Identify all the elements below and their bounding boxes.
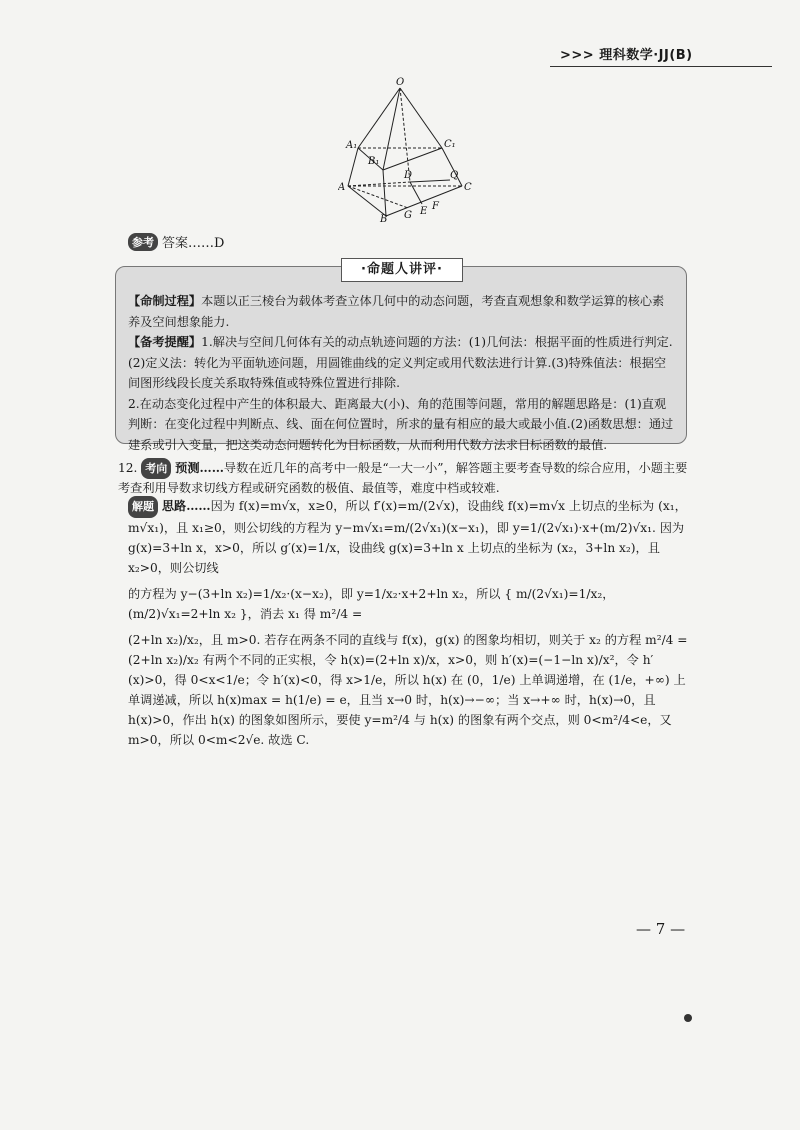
- question-label: 预测……: [175, 461, 224, 475]
- answer-tag: 参考: [128, 233, 158, 251]
- commentary-p1: [128, 291, 674, 332]
- page-header: [560, 44, 760, 63]
- commentary-p3: 2.在动态变化过程中产生的体积最大、距离最大(小)、角的范围等问题，常用的解题思路是：(1)直观判断：在变化过程中判断点、线、面在何位置时，所求的量有相应的最大或最小值.(2)函数思想：通过建系或引入变量，把这类动态问题转化为目标函数，从而利用代数方法求目标函数的最值.: [128, 396, 674, 452]
- p2-head: 【备考提醒】: [128, 335, 202, 349]
- solution-block: [128, 496, 688, 756]
- commentary-box: [115, 262, 687, 452]
- solution-tag: 解题: [128, 496, 158, 518]
- solution-line-1: [128, 496, 688, 578]
- solution-line-3: (2+ln x₂)/x₂，且 m>0. 若存在两条不同的直线与 f(x)，g(x) 的图象均相切，则关于 x₂ 的方程 m²/4 = (2+ln x₂)/x₂ 有两个不同的正实根，令 h(x)=(2+ln x)/x，x>0，则 h′(x)=(−1−ln x)/x²，令 h′(x)>0，得 0<x<1/e；令 h′(x)<0，得 x>1/e，所以 h(x) 在 (0，1/e) 上单调递增，在 (1/e，+∞) 上单调递减，所以 h(x)max = h(1/e) = e，且当 x→0 时，h(x)→−∞；当 x→+∞ 时，h(x)→0，且 h(x)>0，作出 h(x) 的图象如图所示，要使 y=m²/4 与 h(x) 的图象有两个交点，则 0<m²/4<e，又 m>0，所以 0<m<2√e. 故选 C.: [128, 633, 688, 747]
- commentary-title: ·命题人讲评·: [341, 258, 463, 282]
- scan-mark: [684, 1014, 692, 1022]
- answer-text: 答案……D: [162, 236, 225, 251]
- question-paragraph: [118, 458, 690, 498]
- label-G: G: [404, 210, 412, 221]
- label-D: D: [404, 170, 413, 181]
- label-B1: B₁: [368, 156, 380, 167]
- label-E: E: [420, 206, 428, 217]
- solution-line-2: 的方程为 y−(3+ln x₂)=1/x₂·(x−x₂)，即 y=1/x₂·x+2+ln x₂，所以 { m/(2√x₁)=1/x₂，(m/2)√x₁=2+ln x₂ }，消去 x₁ 得 m²/4 =: [128, 587, 615, 621]
- label-C1: C₁: [444, 139, 456, 150]
- label-C: C: [464, 182, 472, 193]
- question-text: 导数在近几年的高考中一般是“一大一小”，解答题主要考查导数的综合应用，小题主要考查利用导数求切线方程或研究函数的极值、最值等，难度中档或较难.: [118, 461, 688, 495]
- header-text: >>> 理科数学·JJ(B): [560, 48, 693, 63]
- label-A: A: [338, 182, 346, 193]
- solution-text-1: 因为 f(x)=m√x，x≥0，所以 f′(x)=m/(2√x)，设曲线 f(x)=m√x 上切点的坐标为 (x₁，m√x₁)，且 x₁≥0，则公切线的方程为 y−m√x₁=m/(2√x₁)(x−x₁)，即 y=1/(2√x₁)·x+(m/2)√x₁. 因为 g(x)=3+ln x，x>0，所以 g′(x)=1/x，设曲线 g(x)=3+ln x 上切点的坐标为 (x₂，3+ln x₂)，且 x₂>0，则公切线: [128, 499, 687, 575]
- p1-head: 【命制过程】: [128, 294, 202, 308]
- p1-text: 本题以正三棱台为载体考查立体几何中的动态问题，考查直观想象和数学运算的核心素养及空间想象能力.: [128, 294, 665, 329]
- solution-label: 思路……: [161, 499, 211, 513]
- commentary-body: [128, 291, 674, 455]
- frustum-figure: [338, 76, 474, 222]
- question-block: [118, 458, 690, 498]
- header-rule: [550, 66, 772, 67]
- label-A1: A₁: [346, 140, 358, 151]
- label-O: O: [396, 77, 405, 88]
- label-F: F: [432, 201, 439, 212]
- question-number: 12.: [118, 461, 138, 475]
- label-B: B: [380, 214, 388, 222]
- answer-line: [128, 232, 224, 251]
- commentary-p2: [128, 332, 674, 394]
- label-Q: Q: [450, 170, 459, 181]
- p2-text: 1.解决与空间几何体有关的动点轨迹问题的方法：(1)几何法：根据平面的性质进行判定.(2)定义法：转化为平面轨迹问题，用圆锥曲线的定义判定或用代数法进行计算.(3)特殊值法：根据空间图形线段长度关系取特殊值或特殊位置进行排除.: [128, 335, 673, 390]
- question-tag: 考向: [141, 458, 171, 479]
- page-number: — 7 —: [636, 920, 686, 938]
